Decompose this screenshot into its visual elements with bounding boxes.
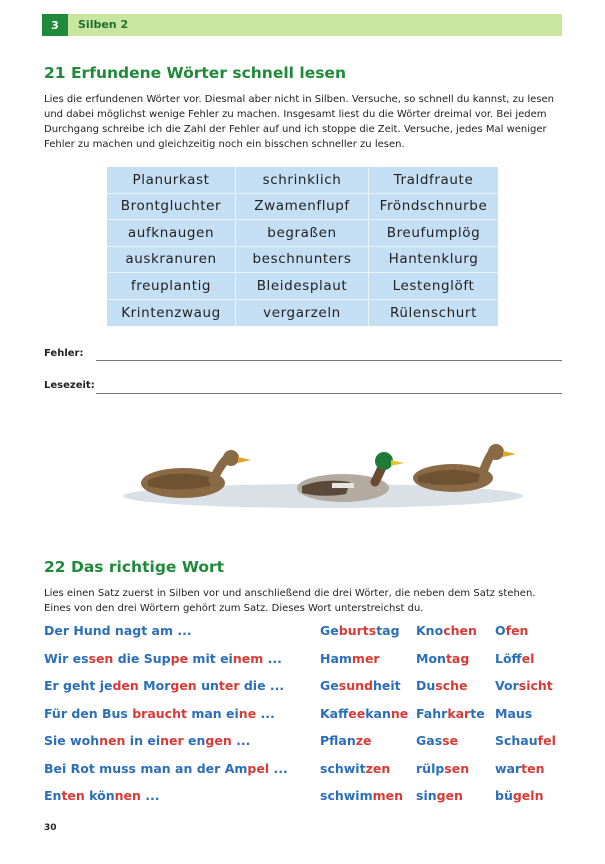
- exercise-sentence: Er geht jeden Morgen unter die ...: [44, 678, 285, 693]
- word-choice[interactable]: Geburtstag: [320, 623, 400, 638]
- page-number: 30: [44, 823, 57, 833]
- word-choice[interactable]: Montag: [416, 651, 470, 666]
- exercise-sentence: Der Hund nagt am ...: [44, 623, 192, 638]
- word-choice[interactable]: singen: [416, 788, 463, 803]
- exercise-sentence: Sie wohnen in einer engen ...: [44, 733, 251, 748]
- word-choice[interactable]: Ofen: [495, 623, 529, 638]
- word-choice[interactable]: Schaufel: [495, 733, 556, 748]
- word-choice[interactable]: schwimmen: [320, 788, 404, 803]
- section-21-instructions: Lies die erfundenen Wörter vor. Diesmal aber nicht in Silben. Versuche, so schnell du kannst, zu lesen und dabei möglichst wenige Fehler zu machen. Insgesamt liest du die Wörter dreimal vor. Bei jedem Durchgang schreibe ich die Zahl der Fehler auf und ich stoppe die Zeit. Versuche, jedes Mal weniger Fehler zu machen und gleichzeitig noch ein bisschen schneller zu lesen.: [44, 94, 554, 150]
- word-cell: Brontgluchter: [107, 194, 236, 221]
- word-choice[interactable]: Pflanze: [320, 733, 372, 748]
- word-cell: Zwamenflupf: [236, 194, 369, 221]
- word-cell: vergarzeln: [236, 300, 369, 327]
- word-cell: Planurkast: [107, 167, 236, 194]
- word-table: [107, 167, 498, 326]
- word-cell: auskranuren: [107, 247, 236, 274]
- word-choice[interactable]: Fahrkarte: [416, 706, 485, 721]
- word-cell: Traldfraute: [369, 167, 498, 194]
- errors-write-line[interactable]: [96, 360, 562, 361]
- word-choice[interactable]: Kaffeekanne: [320, 706, 409, 721]
- word-choice[interactable]: schwitzen: [320, 761, 391, 776]
- word-cell: schrinklich: [236, 167, 369, 194]
- word-cell: Rülenschurt: [390, 304, 477, 321]
- section-22-instructions: Lies einen Satz zuerst in Silben vor und anschließend die drei Wörter, die neben dem Satz stehen. Eines von den drei Wörtern gehört zum Satz. Dieses Wort unterstreichst du.: [44, 588, 536, 614]
- chapter-number-badge: 3: [42, 14, 68, 36]
- word-cell: Lestenglöft: [369, 273, 498, 300]
- word-choice[interactable]: rülpsen: [416, 761, 470, 776]
- word-choice[interactable]: Hammer: [320, 651, 380, 666]
- reading-time-write-line[interactable]: [96, 393, 562, 394]
- word-choice[interactable]: bügeln: [495, 788, 544, 803]
- word-cell: begraßen: [236, 220, 369, 247]
- word-cell: Fröndschnurbe: [369, 194, 498, 221]
- errors-label: Fehler:: [44, 348, 84, 359]
- word-choice[interactable]: Gesundheit: [320, 678, 401, 693]
- word-choice[interactable]: Löffel: [495, 651, 535, 666]
- word-choice[interactable]: Gasse: [416, 733, 459, 748]
- chapter-title: Silben 2: [78, 18, 129, 31]
- word-choice[interactable]: Maus: [495, 706, 533, 721]
- word-cell: Breufumplög: [369, 220, 498, 247]
- word-cell: Hantenklurg: [369, 247, 498, 274]
- section-21-title: 21 Erfundene Wörter schnell lesen: [44, 64, 346, 82]
- word-cell: Krintenzwaug: [107, 300, 236, 327]
- exercise-sentence: Für den Bus braucht man eine ...: [44, 706, 275, 721]
- word-choice[interactable]: Vorsicht: [495, 678, 553, 693]
- ducks-illustration: [118, 438, 528, 513]
- exercise-sentence: Bei Rot muss man an der Ampel ...: [44, 761, 288, 776]
- section-22-title: 22 Das richtige Wort: [44, 558, 225, 576]
- word-cell: freuplantig: [107, 273, 236, 300]
- word-choice[interactable]: Knochen: [416, 623, 477, 638]
- word-choice[interactable]: warten: [495, 761, 545, 776]
- exercise-sentence: Wir essen die Suppe mit einem ...: [44, 651, 282, 666]
- exercise-sentence: Enten können ...: [44, 788, 160, 803]
- word-cell: beschnunters: [236, 247, 369, 274]
- reading-time-label: Lesezeit:: [44, 380, 95, 391]
- word-cell: Bleidesplaut: [236, 273, 369, 300]
- word-choice[interactable]: Dusche: [416, 678, 468, 693]
- word-cell: aufknaugen: [107, 220, 236, 247]
